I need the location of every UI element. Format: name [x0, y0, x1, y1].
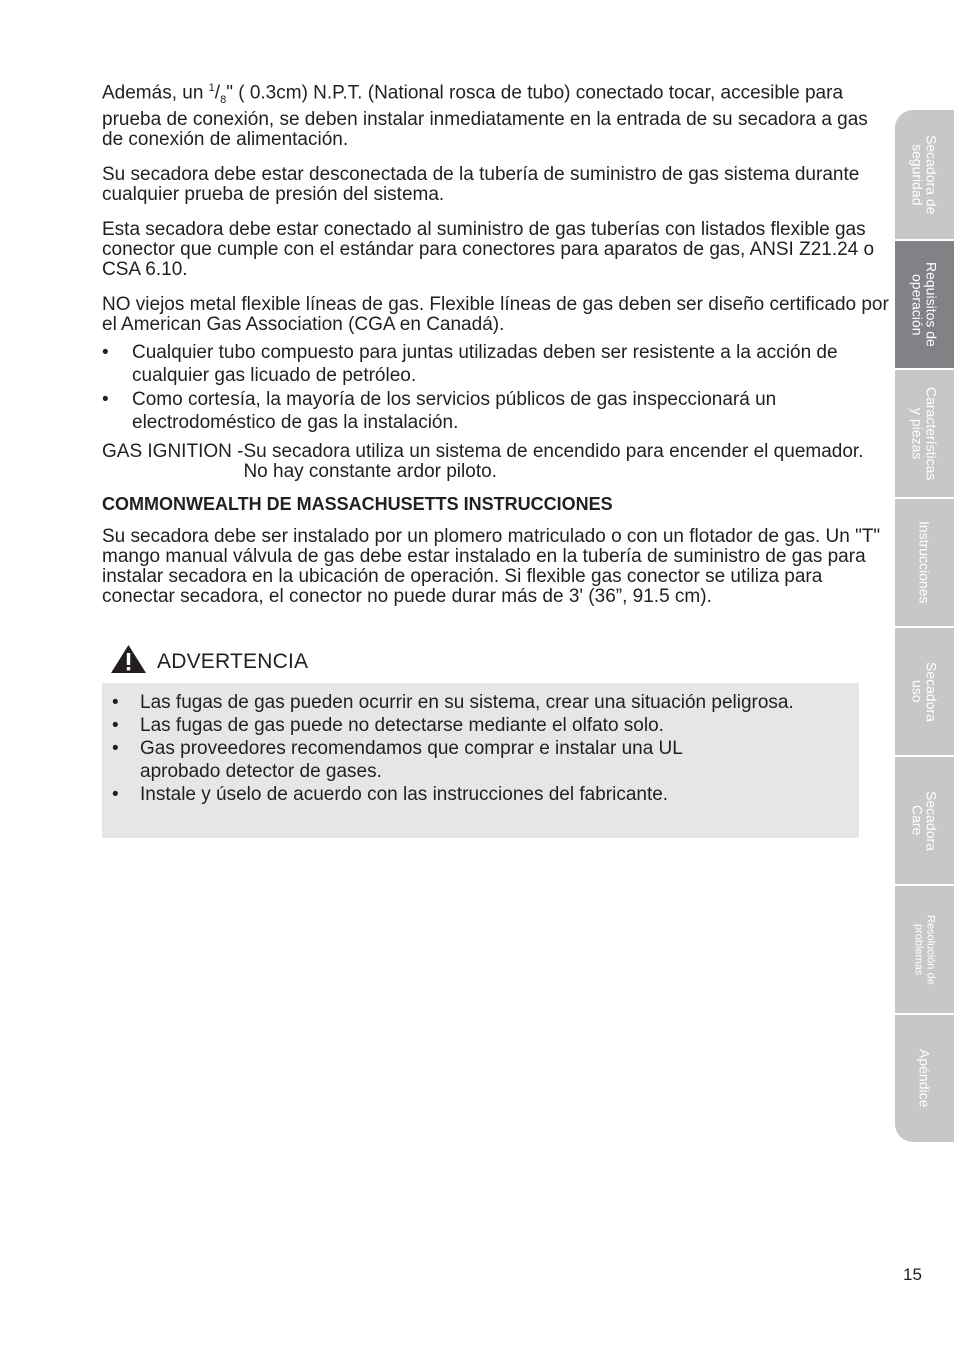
- paragraph-massachusetts: Su secadora debe ser instalado por un plomero matriculado o con un flotador de gas. Un "T" mango manual válvula de gas debe estar instalado en la tubería de suministro de gas para instalar secadora en la ubicación de operación. Si flexible gas conector se utiliza para conectar secadora, el conector no puede durar más de 3' (36”, 91.5 cm).: [102, 526, 881, 608]
- warning-triangle-icon: [110, 644, 147, 679]
- warning-item: • Instale y úselo de acuerdo con las instrucciones del fabricante.: [112, 783, 859, 806]
- tab-requisitos-de-operacion[interactable]: Requisitos de operación: [895, 239, 954, 368]
- warning-box: [102, 683, 859, 838]
- warning-item: • Las fugas de gas puede no detectarse mediante el olfato solo.: [112, 714, 859, 737]
- warning-item: • Gas proveedores recomendamos que comprar e instalar una UL aprobado detector de gases.: [112, 737, 859, 783]
- paragraph-connector-standard: Esta secadora debe estar conectado al suministro de gas tuberías con listados flexible gas conector que cumple con el estándar para conectores para aparatos de gas, ANSI Z21.24 o CSA 6.10.: [102, 219, 875, 281]
- tab-secadora-care[interactable]: Secadora Care: [895, 755, 954, 884]
- gas-ignition-text: Su secadora utiliza un sistema de encendido para encender el quemador. No hay constante ardor piloto.: [243, 441, 864, 483]
- tab-apendice[interactable]: Apéndice: [895, 1013, 954, 1142]
- warning-title: ADVERTENCIA: [157, 649, 309, 673]
- tab-secadora-uso[interactable]: Secadora uso: [895, 626, 954, 755]
- tab-caracteristicas-y-piezas[interactable]: Características y piezas: [895, 368, 954, 497]
- section-tabs: [895, 110, 954, 1142]
- tab-secadora-de-seguridad[interactable]: Secadora de seguridad: [895, 110, 954, 239]
- paragraph-disconnect: Su secadora debe estar desconectada de la tubería de suministro de gas sistema durante cualquier prueba de presión del sistema.: [102, 164, 860, 206]
- gas-ignition-note: [102, 442, 892, 482]
- gas-ignition-label: GAS IGNITION -: [102, 441, 244, 463]
- tab-instrucciones[interactable]: Instrucciones: [895, 497, 954, 626]
- warning-header: [110, 644, 308, 679]
- requirements-list: [102, 341, 892, 434]
- warning-item: • Las fugas de gas pueden ocurrir en su sistema, crear una situación peligrosa.: [112, 691, 859, 714]
- warning-list: [102, 683, 859, 806]
- massachusetts-heading: COMMONWEALTH DE MASSACHUSETTS INSTRUCCIONES: [102, 494, 613, 515]
- paragraph-npt-tap: Además, un $^1/_8$" ( 0.3cm) N.P.T. (National rosca de tubo) conectado tocar, accesible para prueba de conexión, se deben instalar inmediatamente en la entrada de su secadora a gas de conexión de alimentación.: [102, 82, 868, 151]
- list-item: • Como cortesía, la mayoría de los servicios públicos de gas inspeccionará un electrodoméstico de gas la instalación.: [102, 388, 892, 434]
- main-content: [102, 78, 892, 622]
- paragraph-no-old-lines: NO viejos metal flexible líneas de gas. Flexible líneas de gas deben ser diseño certificado por el American Gas Association (CGA en Canadá).: [102, 294, 889, 336]
- list-item: • Cualquier tubo compuesto para juntas utilizadas deben ser resistente a la acción de cualquier gas licuado de petróleo.: [102, 341, 892, 387]
- page-number: 15: [903, 1265, 922, 1284]
- tab-resolucion-de-problemas[interactable]: Resolución de problemas: [895, 884, 954, 1013]
